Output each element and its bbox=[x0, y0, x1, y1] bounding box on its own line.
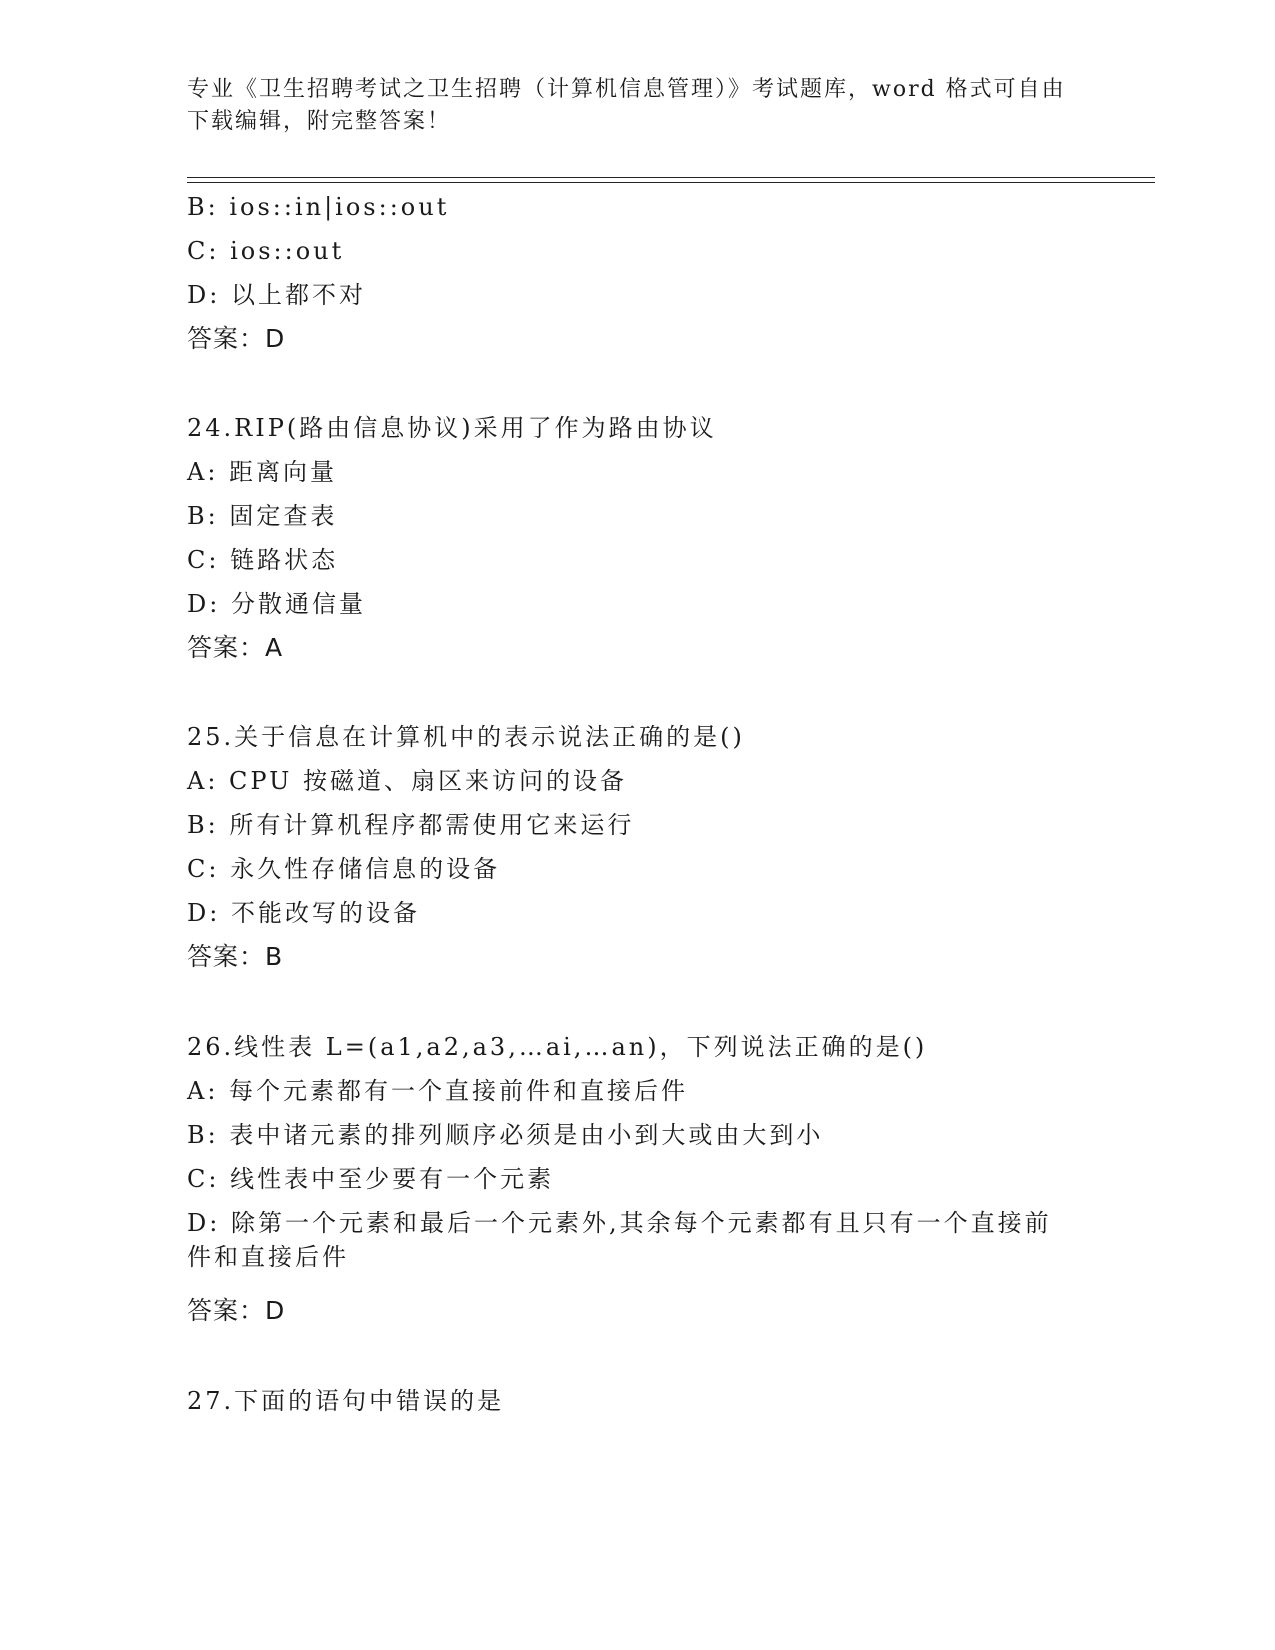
q23-option-c: C: ios::out bbox=[187, 237, 345, 265]
q23-option-d: D: 以上都不对 bbox=[187, 281, 366, 309]
document-header: 专业《卫生招聘考试之卫生招聘（计算机信息管理）》考试题库，word 格式可自由下载编辑，附完整答案！ bbox=[187, 77, 1066, 134]
q24-option-c: C: 链路状态 bbox=[187, 546, 339, 574]
q26-option-c: C: 线性表中至少要有一个元素 bbox=[187, 1165, 555, 1193]
q25-option-b: B: 所有计算机程序都需使用它来运行 bbox=[187, 811, 635, 839]
q25-option-c: C: 永久性存储信息的设备 bbox=[187, 855, 501, 883]
q24-option-b: B: 固定查表 bbox=[187, 502, 338, 530]
q25-option-d: D: 不能改写的设备 bbox=[187, 899, 420, 927]
q25-question: 25.关于信息在计算机中的表示说法正确的是() bbox=[187, 723, 745, 751]
q26-option-b: B: 表中诸元素的排列顺序必须是由小到大或由大到小 bbox=[187, 1121, 824, 1149]
q26-option-d: D: 除第一个元素和最后一个元素外,其余每个元素都有且只有一个直接前件和直接后件 bbox=[187, 1209, 1052, 1271]
q25-answer: 答案：B bbox=[187, 942, 284, 971]
q24-option-d: D: 分散通信量 bbox=[187, 590, 366, 618]
q24-option-a: A: 距离向量 bbox=[187, 458, 338, 486]
header-rule-top bbox=[187, 177, 1155, 178]
header-rule-bottom bbox=[187, 182, 1155, 183]
q23-option-b: B: ios::in|ios::out bbox=[187, 193, 450, 221]
q26-question: 26.线性表 L=(a1,a2,a3,…ai,…an)，下列说法正确的是() bbox=[187, 1033, 928, 1061]
q25-option-a: A: CPU 按磁道、扇区来访问的设备 bbox=[187, 767, 627, 795]
q26-option-a: A: 每个元素都有一个直接前件和直接后件 bbox=[187, 1077, 689, 1105]
q26-answer: 答案：D bbox=[187, 1296, 286, 1325]
q24-question: 24.RIP(路由信息协议)采用了作为路由协议 bbox=[187, 414, 717, 442]
q23-answer: 答案：D bbox=[187, 324, 286, 353]
q27-question: 27.下面的语句中错误的是 bbox=[187, 1387, 505, 1415]
q24-answer: 答案：A bbox=[187, 633, 284, 662]
